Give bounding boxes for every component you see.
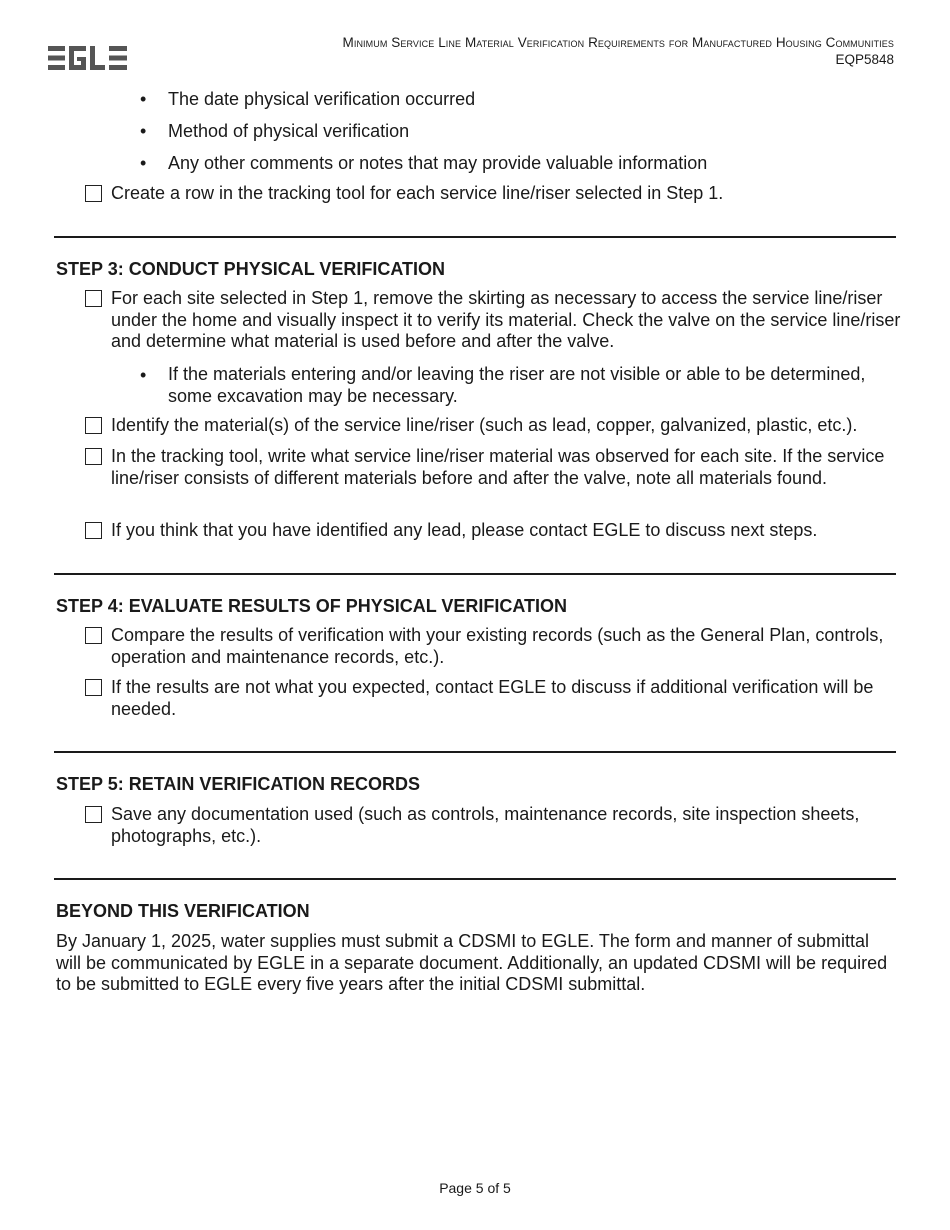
step4-heading: STEP 4: EVALUATE RESULTS OF PHYSICAL VERIFICATION	[56, 596, 568, 616]
checklist-item-text: In the tracking tool, write what service line/riser material was observed for each site. If the service line/riser consists of different materials before and after the valve, note all materials found.	[111, 446, 885, 488]
checkbox-save-documentation[interactable]	[85, 806, 102, 823]
checkbox-compare-results[interactable]	[85, 627, 102, 644]
section-divider	[54, 573, 896, 575]
checklist-item-text: Create a row in the tracking tool for each service line/riser selected in Step 1.	[111, 183, 724, 203]
checkbox-inspect-riser[interactable]	[85, 290, 102, 307]
section-divider	[54, 236, 896, 238]
checkbox-identify-material[interactable]	[85, 417, 102, 434]
bullet-icon: •	[140, 121, 147, 141]
beyond-heading: BEYOND THIS VERIFICATION	[56, 901, 310, 921]
bullet-icon: •	[140, 89, 147, 109]
checkbox-record-material[interactable]	[85, 448, 102, 465]
beyond-paragraph: By January 1, 2025, water supplies must submit a CDSMI to EGLE. The form and manner of submittal will be communicated by EGLE in a separate document. Additionally, an updated CDSMI will be required to be submitted to EGLE every five years after the initial CDSMI submittal.	[56, 931, 888, 994]
step3-heading: STEP 3: CONDUCT PHYSICAL VERIFICATION	[56, 259, 446, 279]
checklist-item-text: Identify the material(s) of the service line/riser (such as lead, copper, galvanized, plastic, etc.).	[111, 415, 858, 435]
checklist-item-text: Compare the results of verification with your existing records (such as the General Plan, controls, operation and maintenance records, etc.).	[111, 625, 884, 667]
checkbox-lead-contact[interactable]	[85, 522, 102, 539]
egle-logo	[48, 44, 128, 72]
page-number: Page 5 of 5	[439, 1180, 511, 1196]
checkbox-unexpected-results[interactable]	[85, 679, 102, 696]
checklist-item-text: If the results are not what you expected, contact EGLE to discuss if additional verification will be needed.	[111, 677, 874, 719]
checkbox-create-row[interactable]	[85, 185, 102, 202]
checklist-item-text: Save any documentation used (such as controls, maintenance records, site inspection sheets, photographs, etc.).	[111, 804, 860, 846]
section-divider	[54, 751, 896, 753]
document-id: EQP5848	[835, 52, 894, 67]
step5-heading: STEP 5: RETAIN VERIFICATION RECORDS	[56, 774, 421, 794]
section-divider	[54, 878, 896, 880]
checklist-item-text: For each site selected in Step 1, remove the skirting as necessary to access the service line/riser under the home and visually inspect it to verify its material. Check the valve on the service line/riser and determine what material is used before and after the valve.	[111, 288, 901, 351]
bullet-icon: •	[140, 365, 147, 385]
bullet-icon: •	[140, 153, 147, 173]
page-header	[343, 34, 895, 68]
checklist-item-text: If you think that you have identified any lead, please contact EGLE to discuss next steps.	[111, 520, 818, 540]
document-title: Minimum Service Line Material Verification Requirements for Manufactured Housing Communities	[342, 35, 894, 50]
